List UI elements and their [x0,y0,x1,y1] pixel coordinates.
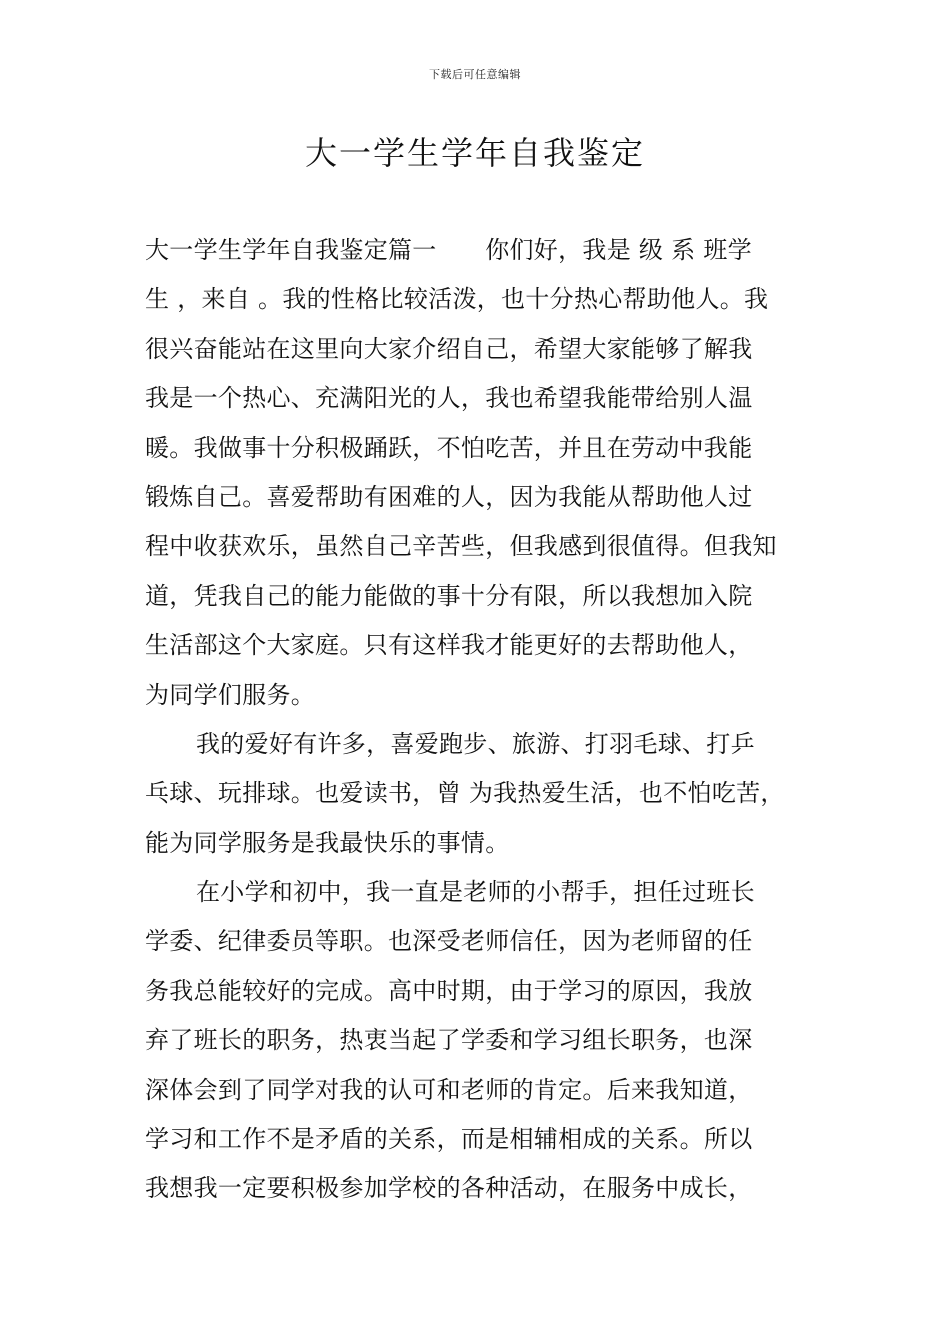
text-line: 我是一个热心、充满阳光的人，我也希望我能带给别人温 [145,384,753,413]
text-line: 很兴奋能站在这里向大家介绍自己，希望大家能够了解我 [145,334,753,363]
text-line: 务我总能较好的完成。高中时期，由于学习的原因，我放 [145,976,753,1005]
text-line: 深体会到了同学对我的认可和老师的肯定。后来我知道， [145,1075,753,1104]
paragraph-start-line: 我的爱好有许多，喜爱跑步、旅游、打羽毛球、打乒 [196,729,755,758]
text-line: 大一学生学年自我鉴定篇一 你们好，我是 级 系 班学 [145,236,752,264]
text-line: 弃了班长的职务，热衷当起了学委和学习组长职务，也深 [145,1026,753,1055]
paragraph-start-line: 在小学和初中，我一直是老师的小帮手，担任过班长 [196,878,755,907]
text-line: 学委、纪律委员等职。也深受老师信任，因为老师留的任 [145,927,753,956]
text-line: 程中收获欢乐，虽然自己辛苦些，但我感到很值得。但我知 [145,532,777,561]
text-line: 暖。我做事十分积极踊跃，不怕吃苦，并且在劳动中我能 [145,433,753,462]
text-line: 道，凭我自己的能力能做的事十分有限，所以我想加入院 [145,581,753,610]
text-line: 锻炼自己。喜爱帮助有困难的人，因为我能从帮助他人过 [145,482,753,511]
text-line: 乓球、玩排球。也爱读书，曾 为我热爱生活，也不怕吃苦， [145,779,785,808]
document-title: 大一学生学年自我鉴定 [304,134,645,172]
text-line: 学习和工作不是矛盾的关系，而是相辅相成的关系。所以 [145,1125,753,1154]
text-line: 生 ，来自 。我的性格比较活泼，也十分热心帮助他人。我 [145,285,769,314]
text-line: 我想我一定要积极参加学校的各种活动，在服务中成长， [145,1174,753,1203]
text-line: 为同学们服务。 [145,680,316,709]
text-line: 能为同学服务是我最快乐的事情。 [145,828,510,857]
header-note: 下载后可任意编辑 [429,68,521,81]
text-line: 生活部这个大家庭。只有这样我才能更好的去帮助他人， [145,631,753,660]
document-body [145,226,835,1214]
